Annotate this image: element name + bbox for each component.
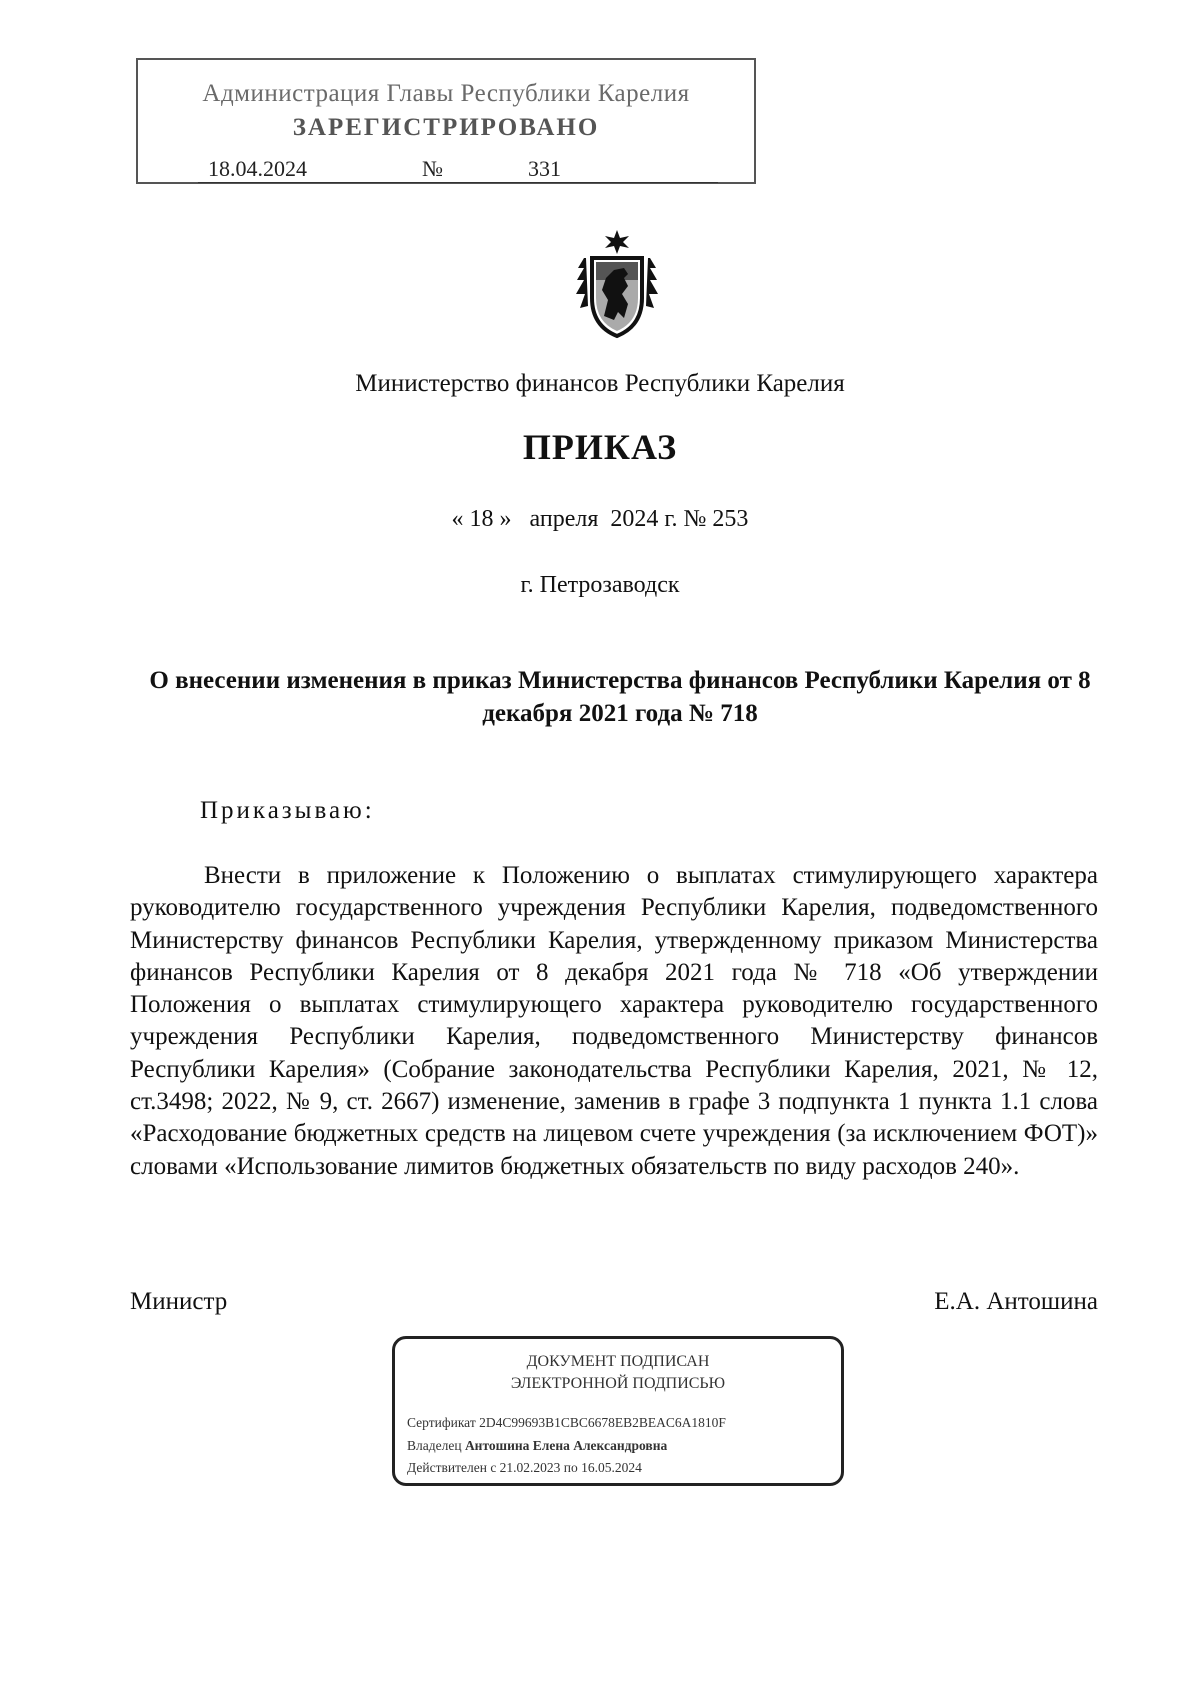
esig-owner-label: Владелец (407, 1438, 462, 1453)
registration-stamp (136, 58, 756, 184)
karelia-coat-of-arms-icon (572, 228, 662, 340)
registration-number-label: № (422, 156, 443, 181)
registration-stamp-status: ЗАРЕГИСТРИРОВАНО (292, 114, 600, 141)
registration-stamp-row (198, 156, 718, 183)
document-title: О внесении изменения в приказ Министерства финансов Республики Карелия от 8 декабря 2021 года № 718 (149, 667, 1091, 727)
ministry-name: Министерство финансов Республики Карелия (355, 370, 845, 397)
electronic-signature-stamp (392, 1336, 844, 1486)
preamble: Приказываю: (200, 797, 375, 824)
city: г. Петрозаводск (520, 572, 680, 598)
signer-position: Министр (130, 1288, 228, 1315)
esig-heading-2: ЭЛЕКТРОННОЙ ПОДПИСЬЮ (510, 1375, 726, 1392)
signer-name: Е.А. Антошина (934, 1288, 1098, 1315)
registration-stamp-authority: Администрация Главы Республики Карелия (202, 80, 690, 107)
body-paragraph: Внести в приложение к Положению о выплатах стимулирующего характера руководителю государственного учреждения Республики Карелия, подведомственного Министерству финансов Республики Карелия, утвержденному приказом Министерства финансов Республики Карелия от 8 декабря 2021 года № 718 «Об утверждении Положения о выплатах стимулирующего характера руководителю государственного учреждения Республики Карелия, подведомственного Министерству финансов Республики Карелия» (Собрание законодательства Республики Карелия, 2021, № 12, ст.3498; 2022, № 9, ст. 2667) изменение, заменив в графе 3 подпункта 1 пункта 1.1 слова «Расходование бюджетных средств на лицевом счете учреждения (за исключением ФОТ)» словами «Использование лимитов бюджетных обязательств по виду расходов 240». (130, 862, 1098, 1180)
esig-validity (407, 1460, 642, 1476)
esig-certificate-label: Сертификат (407, 1415, 476, 1430)
order-date: « 18 » апреля 2024 г. № 253 (451, 506, 749, 532)
esig-validity-value: с 21.02.2023 по 16.05.2024 (490, 1460, 642, 1475)
registration-number: 331 (528, 156, 561, 181)
esig-heading-1: ДОКУМЕНТ ПОДПИСАН (526, 1353, 710, 1370)
esig-certificate (407, 1415, 726, 1431)
registration-date: 18.04.2024 (208, 156, 307, 181)
esig-certificate-value: 2D4C99693B1CBC6678EB2BEAC6A1810F (479, 1415, 726, 1430)
esig-validity-label: Действителен (407, 1460, 487, 1475)
esig-owner (407, 1438, 667, 1454)
document-type: ПРИКАЗ (522, 427, 678, 467)
esig-owner-value: Антошина Елена Александровна (464, 1438, 668, 1453)
